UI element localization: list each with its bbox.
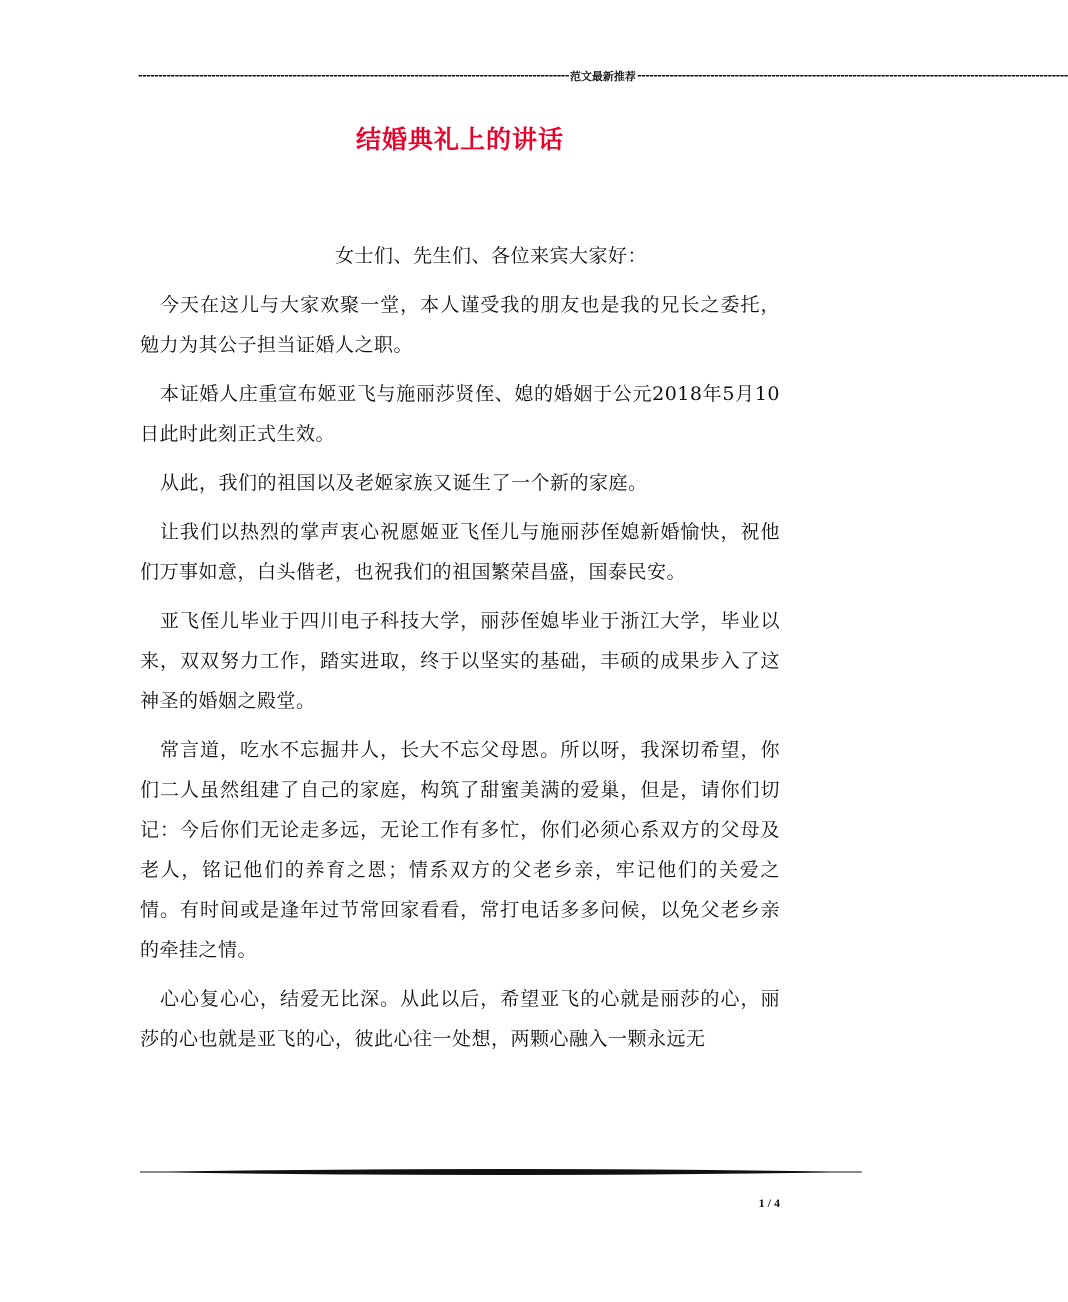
- body-paragraph: 让我们以热烈的掌声衷心祝愿姬亚飞侄儿与施丽莎侄媳新婚愉快，祝他们万事如意，白头偕老，也祝我们的祖国繁荣昌盛，国泰民安。: [140, 521, 780, 583]
- document-body: [140, 236, 780, 1059]
- greeting-paragraph: 女士们、先生们、各位来宾大家好：: [335, 245, 648, 267]
- header-dashes-left: ----------------------------------------------------------------------------------------------------------: [138, 69, 569, 82]
- header-label: 范文最新推荐: [569, 70, 636, 83]
- page-number: 1 / 4: [758, 1196, 780, 1210]
- page-header: [138, 66, 1068, 86]
- body-paragraph: 心心复心心，结爱无比深。从此以后，希望亚飞的心就是丽莎的心，丽莎的心也就是亚飞的心，彼此心往一处想，两颗心融入一颗永远无: [140, 988, 780, 1050]
- body-paragraph: 今天在这儿与大家欢聚一堂，本人谨受我的朋友也是我的兄长之委托，勉力为其公子担当证婚人之职。: [140, 294, 780, 356]
- header-dashes-right: ----------------------------------------------------------------------------------------------------------: [636, 69, 1068, 82]
- body-paragraph: 亚飞侄儿毕业于四川电子科技大学，丽莎侄媳毕业于浙江大学，毕业以来，双双努力工作，踏实进取，终于以坚实的基础，丰硕的成果步入了这神圣的婚姻之殿堂。: [140, 610, 780, 712]
- body-paragraph: 本证婚人庄重宣布姬亚飞与施丽莎贤侄、媳的婚姻于公元2018年5月10日此时此刻正式生效。: [140, 383, 780, 445]
- document-title: 结婚典礼上的讲话: [355, 125, 564, 154]
- footer-divider: [140, 1168, 862, 1176]
- body-paragraph: 从此，我们的祖国以及老姬家族又诞生了一个新的家庭。: [159, 472, 648, 494]
- body-paragraph: 常言道，吃水不忘掘井人，长大不忘父母恩。所以呀，我深切希望，你们二人虽然组建了自己的家庭，构筑了甜蜜美满的爱巢，但是，请你们切记：今后你们无论走多远，无论工作有多忙，你们必须心系双方的父母及老人，铭记他们的养育之恩；情系双方的父老乡亲，牢记他们的关爱之情。有时间或是逢年过节常回家看看，常打电话多多问候，以免父老乡亲的牵挂之情。: [140, 739, 780, 961]
